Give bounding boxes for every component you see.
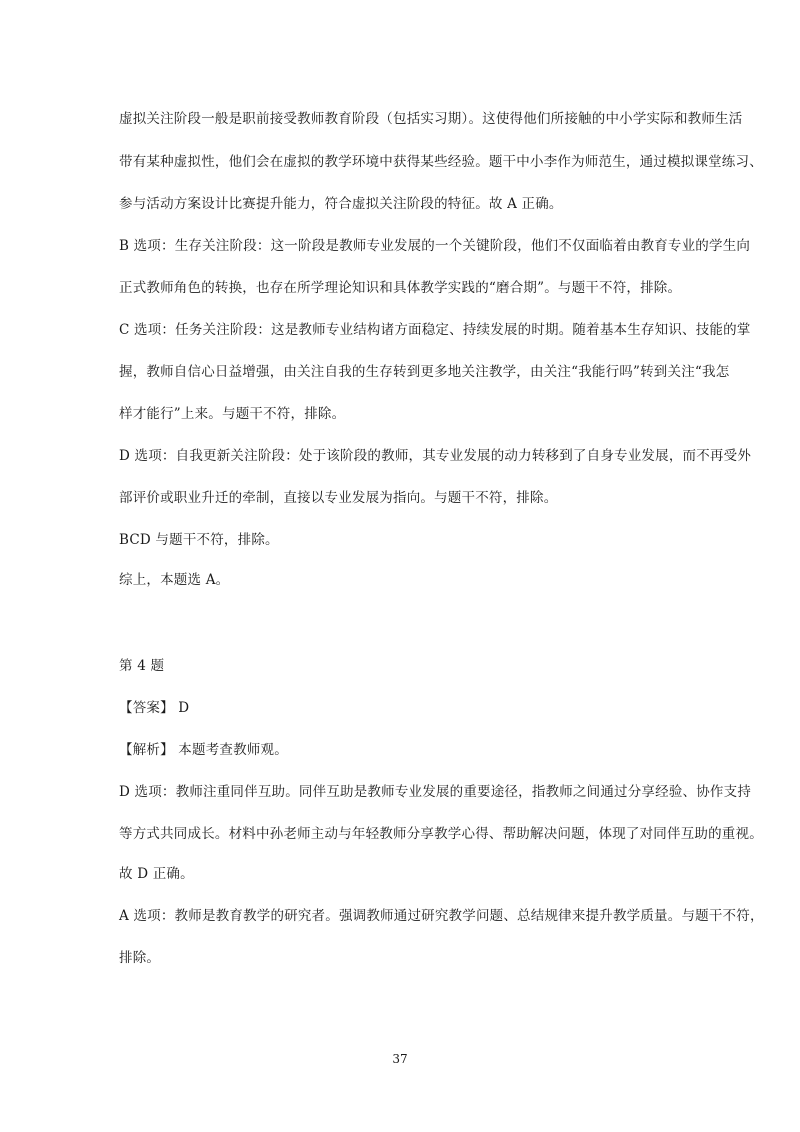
text-line: 虚拟关注阶段一般是职前接受教师教育阶段（包括实习期）。这使得他们所接触的中小学实际和教师生活 [119, 111, 743, 127]
text-line: B 选项：生存关注阶段：这一阶段是教师专业发展的一个关键阶段，他们不仅面临着由教育专业的学生向 [119, 238, 751, 254]
text-line: 握，教师自信心日益增强，由关注自我的生存转到更多地关注教学，由关注“我能行吗”转到关注“我怎 [119, 364, 730, 380]
text-line: 等方式共同成长。材料中孙老师主动与年轻教师分享教学心得、帮助解决问题，体现了对同伴互助的重视。 [119, 826, 763, 842]
text-line: 参与活动方案设计比赛提升能力，符合虚拟关注阶段的特征。故 A 正确。 [119, 196, 563, 212]
text-line: D 选项：自我更新关注阶段：处于该阶段的教师，其专业发展的动力转移到了自身专业发展，而不再受外 [119, 448, 752, 464]
text-line: 样才能行”上来。与题干不符，排除。 [119, 406, 346, 422]
text-line: 综上，本题选 A。 [119, 572, 230, 588]
text-line: 故 D 正确。 [119, 866, 194, 882]
text-line: 排除。 [119, 950, 161, 966]
analysis-line: 【解析】 本题考查教师观。 [119, 742, 288, 758]
text-line: 正式教师角色的转换，也存在所学理论知识和具体教学实践的“磨合期”。与题干不符，排除。 [119, 280, 682, 296]
text-line: D 选项：教师注重同伴互助。同伴互助是教师专业发展的重要途径，指教师之间通过分享经验、协作支持 [119, 784, 752, 800]
text-line: BCD 与题干不符，排除。 [119, 532, 279, 548]
text-line: C 选项：任务关注阶段：这是教师专业结构诸方面稳定、持续发展的时期。随着基本生存知识、技能的掌 [119, 322, 751, 338]
text-line: 部评价或职业升迁的牵制，直接以专业发展为指向。与题干不符，排除。 [119, 490, 558, 506]
answer-line: 【答案】 D [119, 700, 190, 716]
text-line: A 选项：教师是教育教学的研究者。强调教师通过研究教学问题、总结规律来提升教学质量。与题干不符， [119, 908, 764, 924]
text-line: 带有某种虚拟性，他们会在虚拟的教学环境中获得某些经验。题干中小李作为师范生，通过模拟课堂练习、 [119, 154, 763, 170]
question-title: 第 4 题 [119, 658, 165, 674]
page-number: 37 [392, 1052, 408, 1066]
